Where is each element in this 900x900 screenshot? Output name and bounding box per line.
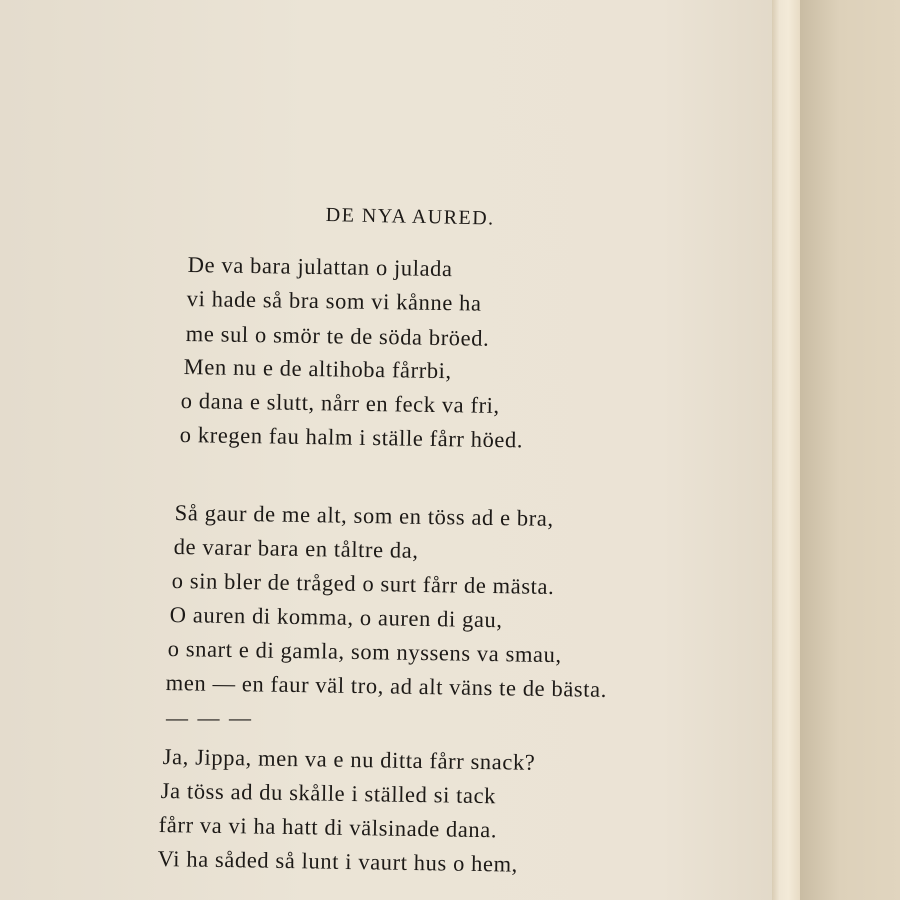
poem-line: fårr va vi ha hatt di välsinade dana. <box>158 812 498 843</box>
poem-line: o snart e di gamla, som nyssens va smau, <box>167 636 562 668</box>
poem-line: o sin bler de tråged o surt fårr de mästa. <box>171 568 555 600</box>
poem-line: men — en faur väl tro, ad alt väns te de bästa. <box>165 670 608 702</box>
poem-line: o kregen fau halm i ställe fårr höed. <box>179 422 524 453</box>
adjacent-page <box>800 0 900 900</box>
poem-line: O auren di komma, o auren di gau, <box>169 602 503 633</box>
poem-line: o dana e slutt, nårr en feck va fri, <box>180 388 500 419</box>
poem-line: Så gaur de me alt, som en töss ad e bra, <box>174 500 554 531</box>
poem-line: Ja, Jippa, men va e nu ditta fårr snack? <box>162 744 536 775</box>
poem-line: de varar bara en tåltre da, <box>173 534 419 563</box>
poem-line: De va bara julattan o julada <box>187 252 453 282</box>
poem-line: Ja töss ad du skålle i ställed si tack <box>160 778 497 809</box>
poem-line: vi hade så bra som vi kånne ha <box>186 286 482 316</box>
section-separator: — — — <box>166 705 253 730</box>
poem-line: Men nu e de altihoba fårrbi, <box>183 354 452 384</box>
poem-title: DE NYA AURED. <box>325 204 495 230</box>
poem-line: Vi ha såded så lunt i vaurt hus o hem, <box>157 846 519 877</box>
poem-line: me sul o smör te de söda bröed. <box>185 321 490 351</box>
